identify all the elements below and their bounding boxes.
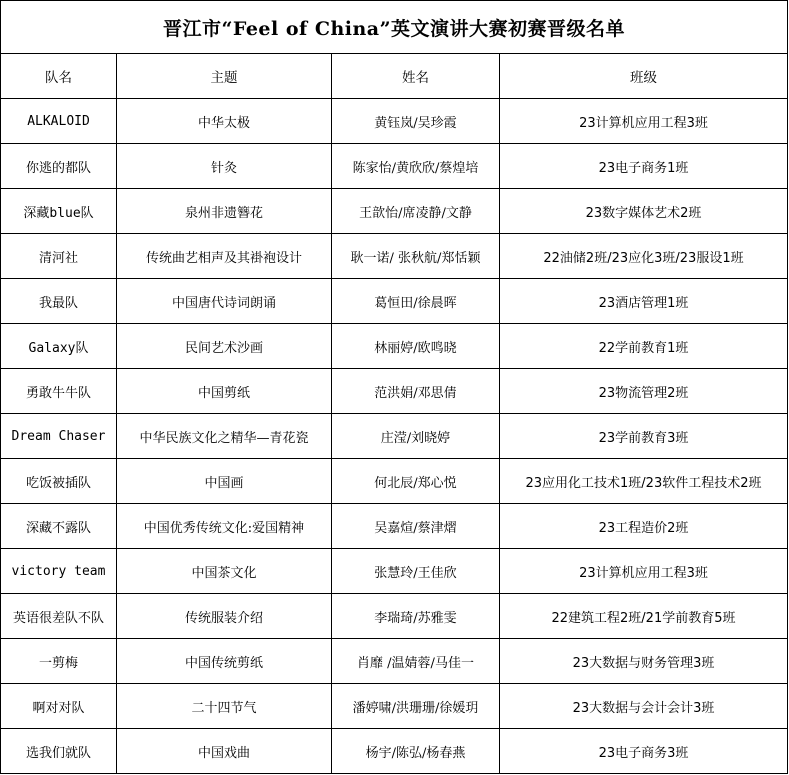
- member-names-cell: 耿一诺/ 张秋航/郑恬颖: [332, 234, 500, 279]
- column-header-names: 姓名: [332, 54, 500, 99]
- class-cell: 22学前教育1班: [500, 324, 788, 369]
- team-name-cell: Dream Chaser: [1, 414, 117, 459]
- class-cell: 22油储2班/23应化3班/23服设1班: [500, 234, 788, 279]
- member-names-cell: 庄滢/刘晓婷: [332, 414, 500, 459]
- table-row: [1, 279, 788, 324]
- member-names-cell: 潘婷啸/洪珊珊/徐媛玥: [332, 684, 500, 729]
- class-cell: 23数字媒体艺术2班: [500, 189, 788, 234]
- topic-cell: 传统服装介绍: [117, 594, 332, 639]
- class-cell: 23大数据与财务管理3班: [500, 639, 788, 684]
- topic-cell: 中国优秀传统文化:爱国精神: [117, 504, 332, 549]
- class-cell: 23酒店管理1班: [500, 279, 788, 324]
- class-cell: 23工程造价2班: [500, 504, 788, 549]
- table-row: [1, 639, 788, 684]
- header-row: [1, 54, 788, 99]
- table-row: [1, 144, 788, 189]
- topic-cell: 中华太极: [117, 99, 332, 144]
- team-name-cell: Galaxy队: [1, 324, 117, 369]
- class-cell: 23应用化工技术1班/23软件工程技术2班: [500, 459, 788, 504]
- topic-cell: 中国传统剪纸: [117, 639, 332, 684]
- topic-cell: 中国唐代诗词朗诵: [117, 279, 332, 324]
- member-names-cell: 王歆怡/席凌静/文静: [332, 189, 500, 234]
- class-cell: 23学前教育3班: [500, 414, 788, 459]
- team-name-cell: victory team: [1, 549, 117, 594]
- topic-cell: 民间艺术沙画: [117, 324, 332, 369]
- table-row: [1, 324, 788, 369]
- team-name-cell: 清河社: [1, 234, 117, 279]
- topic-cell: 中华民族文化之精华—青花瓷: [117, 414, 332, 459]
- table-row: [1, 189, 788, 234]
- topic-cell: 中国剪纸: [117, 369, 332, 414]
- class-cell: 23电子商务1班: [500, 144, 788, 189]
- table-row: [1, 594, 788, 639]
- member-names-cell: 张慧玲/王佳欣: [332, 549, 500, 594]
- team-name-cell: 深藏不露队: [1, 504, 117, 549]
- team-name-cell: 勇敢牛牛队: [1, 369, 117, 414]
- table-row: [1, 684, 788, 729]
- member-names-cell: 肖靡 /温婧蓉/马佳一: [332, 639, 500, 684]
- class-cell: 23计算机应用工程3班: [500, 549, 788, 594]
- column-header-team: 队名: [1, 54, 117, 99]
- member-names-cell: 葛恒田/徐晨晖: [332, 279, 500, 324]
- member-names-cell: 吴嘉煊/蔡津熠: [332, 504, 500, 549]
- topic-cell: 针灸: [117, 144, 332, 189]
- team-name-cell: 一剪梅: [1, 639, 117, 684]
- member-names-cell: 杨宇/陈弘/杨春燕: [332, 729, 500, 774]
- table-row: [1, 99, 788, 144]
- table-row: [1, 549, 788, 594]
- column-header-class: 班级: [500, 54, 788, 99]
- member-names-cell: 林丽婷/欧鸣晓: [332, 324, 500, 369]
- member-names-cell: 范洪娟/邓思倩: [332, 369, 500, 414]
- title-row: [1, 1, 788, 54]
- page-title: 晋江市“Feel of China”英文演讲大赛初赛晋级名单: [1, 1, 788, 54]
- topic-cell: 传统曲艺相声及其褂袍设计: [117, 234, 332, 279]
- table-row: [1, 459, 788, 504]
- table-row: [1, 234, 788, 279]
- team-name-cell: 我最队: [1, 279, 117, 324]
- team-name-cell: 选我们就队: [1, 729, 117, 774]
- topic-cell: 中国画: [117, 459, 332, 504]
- team-name-cell: 英语很差队不队: [1, 594, 117, 639]
- member-names-cell: 黄钰岚/吴珍霞: [332, 99, 500, 144]
- topic-cell: 二十四节气: [117, 684, 332, 729]
- topic-cell: 泉州非遗簪花: [117, 189, 332, 234]
- column-header-topic: 主题: [117, 54, 332, 99]
- class-cell: 23计算机应用工程3班: [500, 99, 788, 144]
- class-cell: 22建筑工程2班/21学前教育5班: [500, 594, 788, 639]
- topic-cell: 中国茶文化: [117, 549, 332, 594]
- topic-cell: 中国戏曲: [117, 729, 332, 774]
- class-cell: 23电子商务3班: [500, 729, 788, 774]
- team-name-cell: ALKALOID: [1, 99, 117, 144]
- team-name-cell: 啊对对队: [1, 684, 117, 729]
- class-cell: 23物流管理2班: [500, 369, 788, 414]
- member-names-cell: 陈家怡/黄欣欣/蔡煌培: [332, 144, 500, 189]
- team-name-cell: 你逃的都队: [1, 144, 117, 189]
- team-name-cell: 深藏blue队: [1, 189, 117, 234]
- table-row: [1, 729, 788, 774]
- member-names-cell: 何北辰/郑心悦: [332, 459, 500, 504]
- class-cell: 23大数据与会计会计3班: [500, 684, 788, 729]
- team-name-cell: 吃饭被插队: [1, 459, 117, 504]
- member-names-cell: 李瑞琦/苏雅雯: [332, 594, 500, 639]
- table-row: [1, 414, 788, 459]
- table-row: [1, 504, 788, 549]
- table-row: [1, 369, 788, 414]
